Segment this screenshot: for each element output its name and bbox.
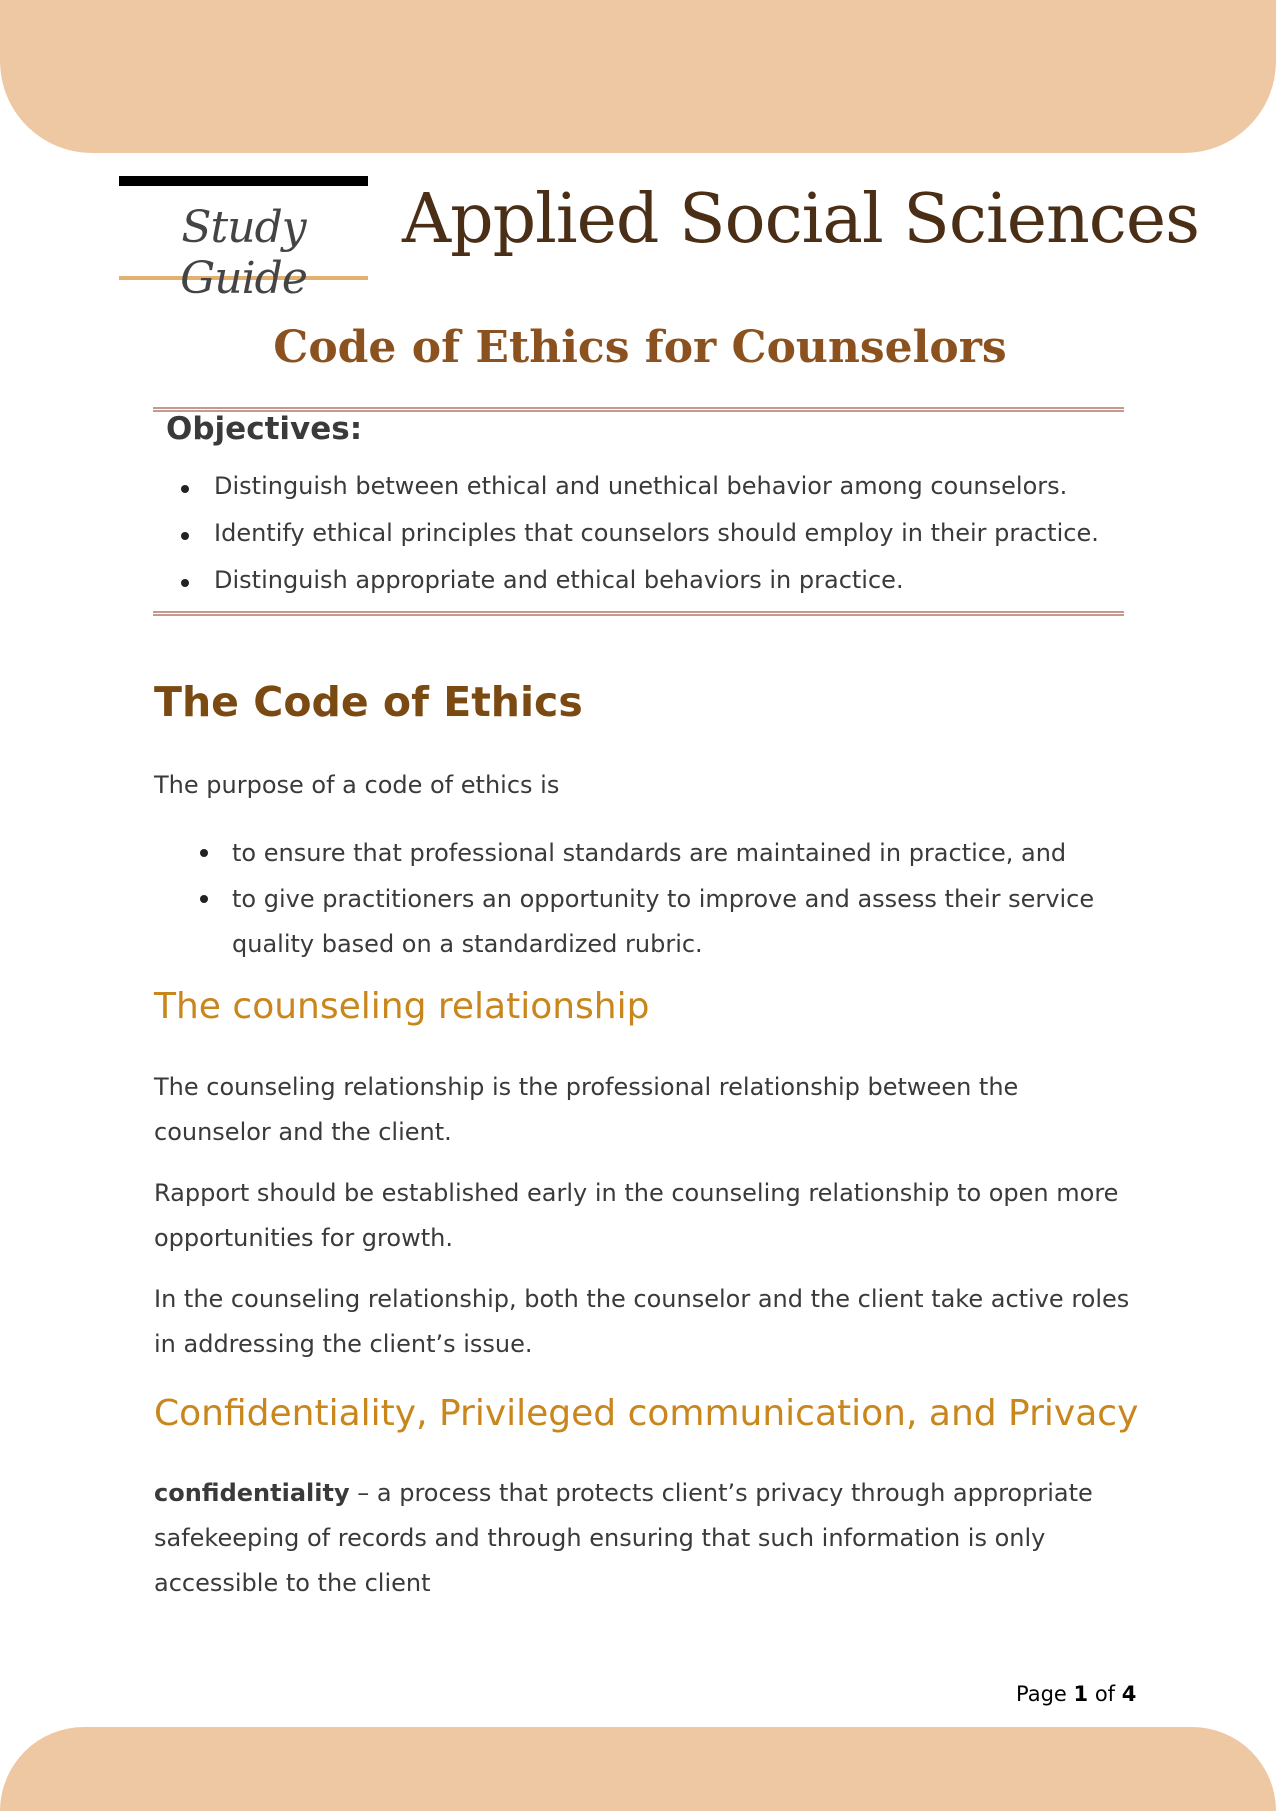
counseling-relationship-heading: The counseling relationship (154, 986, 650, 1027)
objectives-heading: Objectives: (166, 411, 363, 447)
objectives-list (214, 472, 1099, 613)
page-current: 1 (1073, 1682, 1089, 1706)
page-total: 4 (1121, 1682, 1137, 1706)
objectives-bottom-rule (153, 611, 1124, 616)
page-separator: of (1088, 1682, 1122, 1706)
document-title: Code of Ethics for Counselors (273, 322, 1007, 373)
objective-item: Distinguish appropriate and ethical behaviors in practice. (214, 566, 1099, 613)
relationship-paragraph: The counseling relationship is the professional relationship between the counselor and the client. (154, 1073, 1019, 1146)
relationship-paragraph: Rapport should be established early in the counseling relationship to open more opportunities for growth. (154, 1179, 1119, 1252)
study-guide-label: Study Guide (180, 202, 307, 304)
objective-item: Identify ethical principles that counselors should employ in their practice. (214, 519, 1099, 566)
study-guide-label-box (119, 176, 368, 304)
confidentiality-definition (154, 1471, 1134, 1606)
objective-item: Distinguish between ethical and unethical behavior among counselors. (214, 472, 1099, 519)
top-decorative-band (0, 0, 1276, 153)
confidentiality-definition-text: – a process that protects client’s privacy through appropriate safekeeping of records and through ensuring that such information is only accessible to the client (154, 1479, 1093, 1597)
confidentiality-heading: Confidentiality, Privileged communication, and Privacy (154, 1393, 1139, 1434)
bottom-decorative-band (0, 1727, 1276, 1811)
confidentiality-term: confidentiality (154, 1479, 350, 1507)
page-number (1016, 1682, 1136, 1706)
purpose-item: to give practitioners an opportunity to improve and assess their service quality based on a standardized rubric. (232, 877, 1112, 967)
relationship-paragraph: In the counseling relationship, both the counselor and the client take active roles in addressing the client’s issue. (154, 1285, 1130, 1358)
purpose-list (232, 831, 1112, 968)
code-of-ethics-heading: The Code of Ethics (154, 678, 583, 726)
page-prefix: Page (1016, 1682, 1074, 1706)
purpose-item: to ensure that professional standards are maintained in practice, and (232, 831, 1112, 876)
code-of-ethics-intro: The purpose of a code of ethics is (154, 771, 560, 799)
subject-title: Applied Social Sciences (402, 180, 1199, 259)
